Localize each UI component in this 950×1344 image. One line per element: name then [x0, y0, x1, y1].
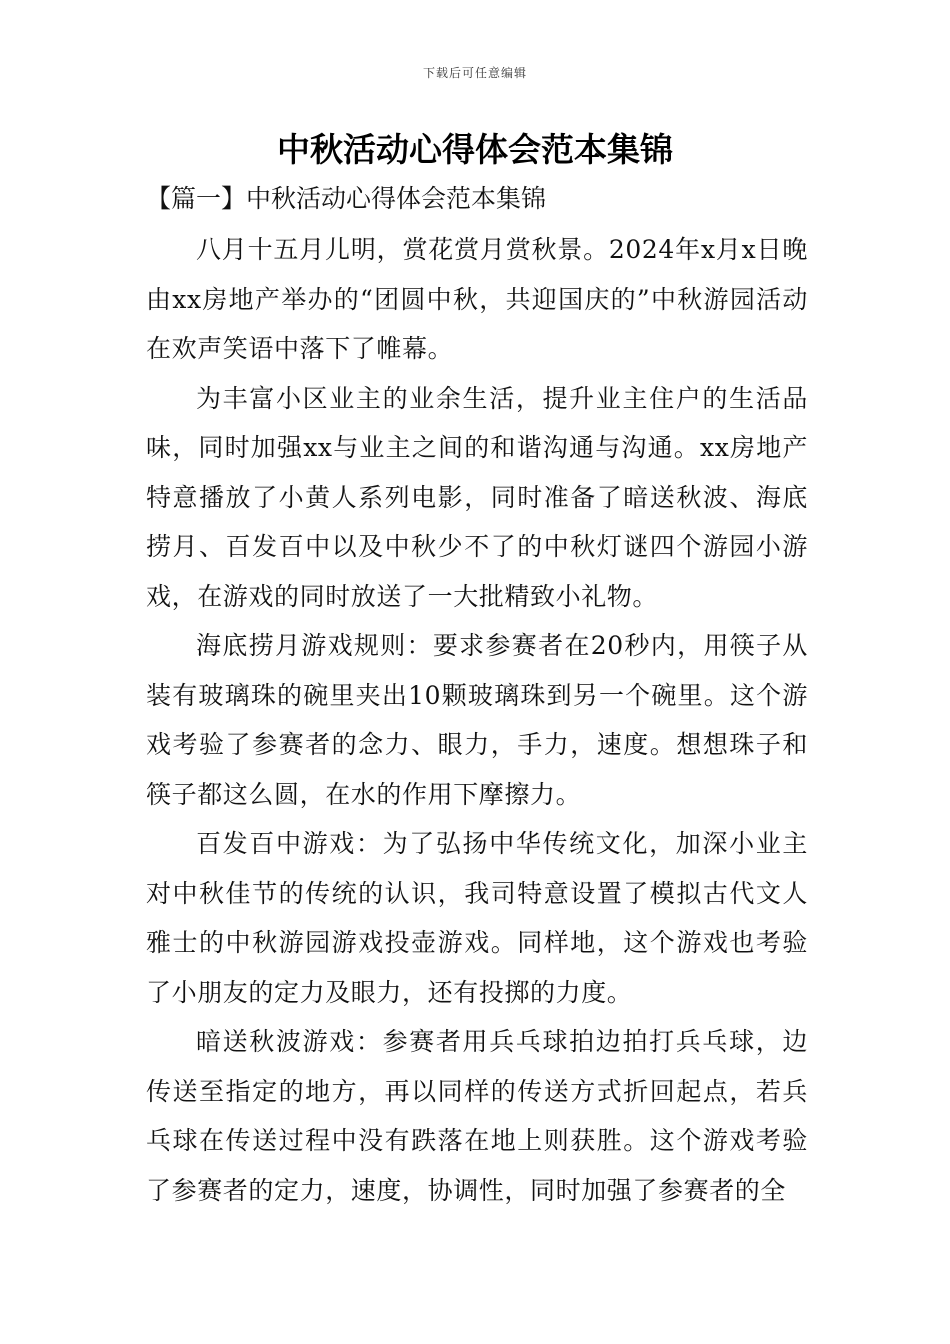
paragraph: 暗送秋波游戏：参赛者用兵乓球拍边拍打兵乓球，边传送至指定的地方，再以同样的传送方式折回起点，若兵乓球在传送过程中没有跌落在地上则获胜。这个游戏考验了参赛者的定力，速度，协调性，同时加强了参赛者的全 — [146, 1027, 808, 1205]
body-text — [146, 225, 808, 1215]
document-title: 中秋活动心得体会范本集锦 — [277, 130, 673, 169]
section-heading: 【篇一】中秋活动心得体会范本集锦 — [146, 184, 547, 213]
header-note: 下载后可任意编辑 — [422, 66, 527, 80]
paragraph: 八月十五月儿明，赏花赏月赏秋景。2024年x月x日晚由xx房地产举办的“团圆中秋，共迎国庆的”中秋游园活动在欢声笑语中落下了帷幕。 — [146, 235, 808, 363]
paragraph: 海底捞月游戏规则：要求参赛者在20秒内，用筷子从装有玻璃珠的碗里夹出10颗玻璃珠到另一个碗里。这个游戏考验了参赛者的念力、眼力，手力，速度。想想珠子和筷子都这么圆，在水的作用下摩擦力。 — [146, 631, 808, 809]
paragraph: 百发百中游戏：为了弘扬中华传统文化，加深小业主对中秋佳节的传统的认识，我司特意设置了模拟古代文人雅士的中秋游园游戏投壶游戏。同样地，这个游戏也考验了小朋友的定力及眼力，还有投掷的力度。 — [146, 829, 808, 1007]
paragraph: 为丰富小区业主的业余生活，提升业主住户的生活品味，同时加强xx与业主之间的和谐沟通与沟通。xx房地产特意播放了小黄人系列电影，同时准备了暗送秋波、海底捞月、百发百中以及中秋少不了的中秋灯谜四个游园小游戏，在游戏的同时放送了一大批精致小礼物。 — [146, 383, 808, 611]
